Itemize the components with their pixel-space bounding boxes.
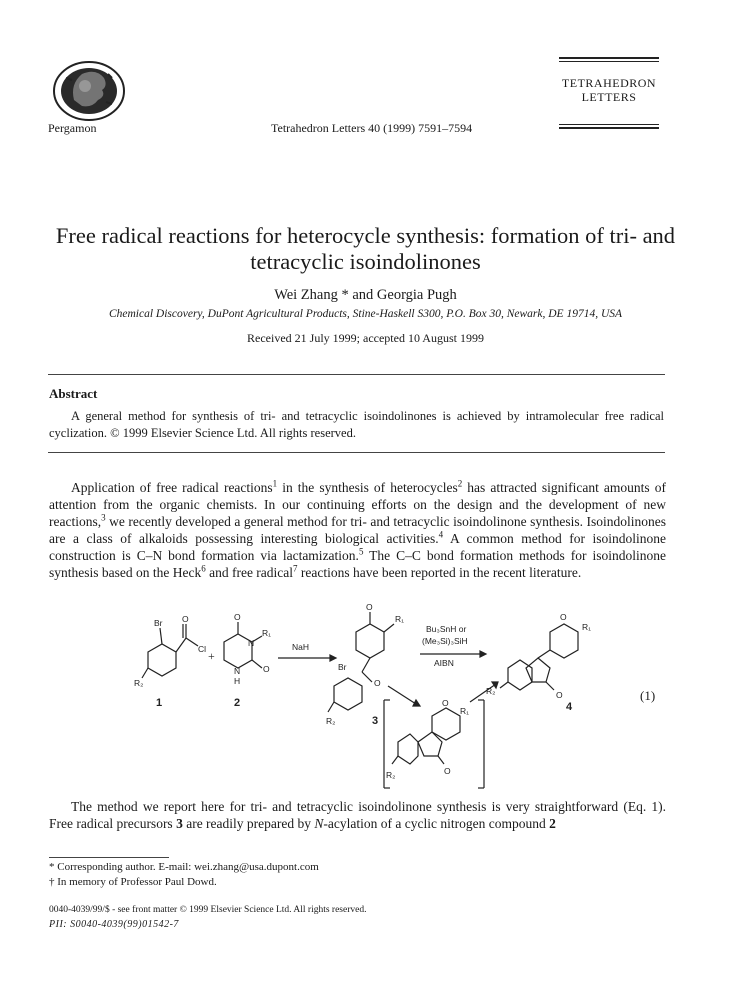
journal-rule-top-thin [559,61,659,62]
abstract-rule-top [48,374,665,375]
c4-o-top: O [560,612,567,622]
article-authors: Wei Zhang * and Georgia Pugh [274,287,457,303]
abstract-heading: Abstract [49,386,98,401]
footnote-rule [49,857,169,858]
compound-1-structure [142,624,198,678]
publisher-name: Pergamon [48,121,97,135]
compound-4-structure [500,624,578,690]
c3-o-top: O [366,602,373,612]
c2-r1: R₁ [262,628,272,638]
c2-o-top: O [234,612,241,622]
abstract-text: A general method for synthesis of tri- and tetracyclic isoindolinones is achieved by intramolecular free radical cyclization. © 1999 Elsevier Science Ltd. All rights reserved. [49,409,664,440]
reaction-scheme [120,602,600,792]
equation-number: (1) [640,688,656,703]
c2-n3: N [234,666,241,676]
int-o-top: O [442,698,449,708]
c4-o-bottom: O [556,690,563,700]
c1-o: O [182,614,189,624]
reagent-aibn: AIBN [434,658,454,668]
c4-r1: R₁ [582,622,592,632]
c3-o-bottom: O [374,678,381,688]
c1-r2: R₂ [134,678,144,688]
reagent-tin: Bu₃SnH or [426,624,467,634]
c4-r2: R₂ [486,686,496,696]
c1-cl: Cl [198,644,207,654]
journal-name-line1: TETRAHEDRON [561,76,657,90]
compound-4-label: 4 [566,701,573,713]
author-affiliation: Chemical Discovery, DuPont Agricultural Products, Stine-Haskell S300, P.O. Box 30, Newark, DE 19714, USA [108,308,623,320]
journal-rule-top [559,57,659,59]
footnote-corresponding: * Corresponding author. E-mail: wei.zhang@usa.dupont.com [49,861,319,873]
compound-2-structure [224,622,262,668]
c3-br: Br [338,662,347,672]
c1-br: Br [154,618,163,628]
compound-1-label: 1 [156,697,163,709]
body-paragraph-1: Application of free radical reactions$^1$ in the synthesis of heterocycles$^2$ has attracted significant amounts of attention from the organic chemists. In our continuing efforts on the design and the development of new reactions,$^3$ we recently developed a general method for tri- and tetracyclic isoindolinone synthesis. Isoindolinones are a class of alkaloids possessing interesting biological activities.$^4$ A common method for isoindolinone construction is C–N bond formation via lactamization.$^5$ The C–C bond formation methods for isoindolinone synthesis based on the Heck$^6$ and free radical$^7$ reactions have been reported in the recent literature. [49,478,667,580]
received-dates: Received 21 July 1999; accepted 10 August 1999 [247,331,484,345]
c3-r1: R₁ [395,614,405,624]
c2-h: H [234,676,241,686]
journal-rule-bottom-thin [559,124,659,125]
plus-sign: + [208,649,215,663]
article-title: Free radical reactions for heterocycle synthesis: formation of tri- and tetracyclic isoindolinones [55,223,676,274]
footnote-memory: † In memory of Professor Paul Dowd. [49,876,217,888]
radical-intermediate-structure [392,708,460,764]
compound-2-label: 2 [234,697,241,709]
pii-line: PII: S0040-4039(99)01542-7 [49,919,179,930]
publisher-logo [52,60,126,122]
abstract-rule-bottom [48,452,665,453]
c2-n1: N [248,638,255,648]
int-r2: R₂ [386,770,396,780]
c3-r2: R₂ [326,716,336,726]
c2-o-bottom: O [263,664,270,674]
journal-rule-bottom [559,127,659,129]
journal-citation: Tetrahedron Letters 40 (1999) 7591–7594 [271,121,473,135]
compound-3-label: 3 [372,715,379,727]
journal-name-line2: LETTERS [581,90,637,104]
reagent-silane: (Me₃Si)₃SiH [422,636,468,646]
journal-name [546,76,672,104]
body-paragraph-2: The method we report here for tri- and tetracyclic isoindolinone synthesis is very straightforward (Eq. 1). Free radical precursors 3 are readily prepared by N-acylation of a cyclic nitrogen compound 2 [49,799,666,831]
int-r1: R₁ [460,706,470,716]
copyright-line: 0040-4039/99/$ - see front matter © 1999 Elsevier Science Ltd. All rights reserved. [49,905,367,915]
int-o-bottom: O [444,766,451,776]
reagent-nah: NaH [292,642,310,652]
